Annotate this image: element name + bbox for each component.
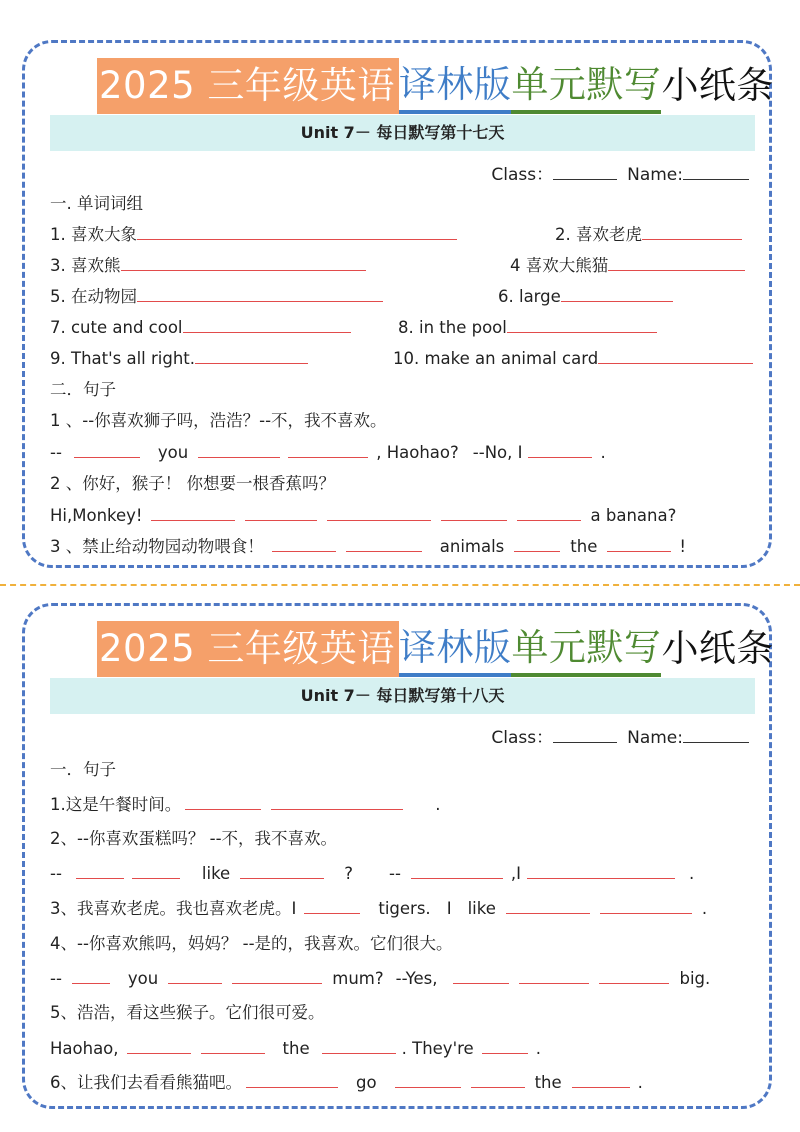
- answer-blank[interactable]: [168, 968, 222, 984]
- answer-blank[interactable]: [127, 1038, 191, 1054]
- sentence-english: Haohao, the . They're .: [50, 1039, 541, 1058]
- section-words-heading: 一. 单词词组: [50, 194, 143, 213]
- answer-blank[interactable]: [246, 1072, 338, 1088]
- word-item: 1. 喜欢大象: [50, 224, 457, 246]
- class-label: Class：: [491, 728, 554, 748]
- answer-blank[interactable]: [482, 1038, 528, 1054]
- answer-blank[interactable]: [346, 536, 422, 552]
- class-blank[interactable]: [553, 162, 617, 180]
- title-year-grade: 2025 三年级英语: [97, 58, 399, 114]
- answer-blank[interactable]: [453, 968, 509, 984]
- word-item: 10. make an animal card: [393, 348, 753, 370]
- class-name-line: [491, 723, 749, 748]
- answer-blank[interactable]: [183, 317, 351, 333]
- sentence-mixed: 3、我喜欢老虎。我也喜欢老虎。I tigers. I like .: [50, 899, 708, 918]
- answer-blank[interactable]: [607, 536, 671, 552]
- answer-blank[interactable]: [72, 968, 110, 984]
- answer-blank[interactable]: [599, 968, 669, 984]
- answer-blank[interactable]: [195, 348, 308, 364]
- word-item: 7. cute and cool: [50, 317, 351, 339]
- title-slip: 小纸条: [661, 64, 774, 107]
- section-sentences-heading: 一．句子: [50, 760, 116, 779]
- name-blank[interactable]: [683, 725, 749, 743]
- answer-blank[interactable]: [572, 1072, 630, 1088]
- cut-line: [0, 584, 800, 586]
- class-name-line: [491, 160, 749, 185]
- answer-blank[interactable]: [519, 968, 589, 984]
- unit-heading: Unit 7－ 每日默写第十八天: [50, 678, 755, 714]
- answer-blank[interactable]: [441, 505, 507, 521]
- card-title: [97, 58, 774, 114]
- answer-blank[interactable]: [137, 286, 383, 302]
- class-blank[interactable]: [553, 725, 617, 743]
- title-edition: 译林版: [399, 621, 512, 677]
- name-blank[interactable]: [683, 162, 749, 180]
- word-item: 3. 喜欢熊: [50, 255, 366, 277]
- answer-blank[interactable]: [642, 224, 742, 240]
- sentence-english: Hi,Monkey! a banana?: [50, 506, 677, 525]
- class-label: Class：: [491, 165, 554, 185]
- answer-blank[interactable]: [395, 1072, 461, 1088]
- answer-blank[interactable]: [240, 863, 324, 879]
- answer-blank[interactable]: [271, 794, 403, 810]
- sentence-chinese: 2、--你喜欢蛋糕吗？ --不，我不喜欢。: [50, 829, 338, 848]
- answer-blank[interactable]: [322, 1038, 396, 1054]
- title-unit-dictation: 单元默写: [511, 621, 661, 677]
- answer-blank[interactable]: [74, 442, 140, 458]
- word-item: 2. 喜欢老虎: [555, 224, 742, 246]
- answer-blank[interactable]: [272, 536, 336, 552]
- section-sentences-heading: 二．句子: [50, 380, 116, 399]
- answer-blank[interactable]: [528, 442, 592, 458]
- answer-blank[interactable]: [245, 505, 317, 521]
- answer-blank[interactable]: [201, 1038, 265, 1054]
- dictation-card-day-17: [22, 40, 772, 568]
- name-label: Name:: [627, 728, 683, 748]
- answer-blank[interactable]: [471, 1072, 525, 1088]
- title-edition: 译林版: [399, 58, 512, 114]
- word-item: 9. That's all right.: [50, 348, 308, 370]
- answer-blank[interactable]: [327, 505, 431, 521]
- sentence-chinese: 1 、--你喜欢狮子吗，浩浩？--不，我不喜欢。: [50, 411, 387, 430]
- sentence-english: -- like ? -- ,I .: [50, 864, 695, 883]
- sentence-chinese: 5、浩浩，看这些猴子。它们很可爱。: [50, 1003, 325, 1022]
- answer-blank[interactable]: [137, 224, 457, 240]
- sentence-mixed: 6、让我们去看看熊猫吧。 go the .: [50, 1073, 643, 1092]
- word-item: 8. in the pool: [398, 317, 657, 339]
- answer-blank[interactable]: [598, 348, 753, 364]
- sentence-english: -- you , Haohao? --No, I .: [50, 443, 606, 462]
- answer-blank[interactable]: [514, 536, 560, 552]
- name-label: Name:: [627, 165, 683, 185]
- answer-blank[interactable]: [608, 255, 745, 271]
- answer-blank[interactable]: [288, 442, 368, 458]
- title-year-grade: 2025 三年级英语: [97, 621, 399, 677]
- title-unit-dictation: 单元默写: [511, 58, 661, 114]
- answer-blank[interactable]: [185, 794, 261, 810]
- answer-blank[interactable]: [132, 863, 180, 879]
- answer-blank[interactable]: [198, 442, 280, 458]
- answer-blank[interactable]: [76, 863, 124, 879]
- answer-blank[interactable]: [232, 968, 322, 984]
- word-item: 6. large: [498, 286, 673, 308]
- answer-blank[interactable]: [411, 863, 503, 879]
- word-item: 5. 在动物园: [50, 286, 383, 308]
- answer-blank[interactable]: [561, 286, 673, 302]
- answer-blank[interactable]: [121, 255, 366, 271]
- answer-blank[interactable]: [527, 863, 675, 879]
- word-item: 4 喜欢大熊猫: [510, 255, 745, 277]
- sentence-chinese: 2 、你好，猴子！ 你想要一根香蕉吗？: [50, 474, 335, 493]
- unit-heading: Unit 7－ 每日默写第十七天: [50, 115, 755, 151]
- answer-blank[interactable]: [507, 317, 657, 333]
- sentence-mixed: 3 、禁止给动物园动物喂食！ animals the !: [50, 537, 686, 556]
- answer-blank[interactable]: [304, 898, 360, 914]
- answer-blank[interactable]: [151, 505, 235, 521]
- sentence-chinese: 4、--你喜欢熊吗，妈妈？ --是的，我喜欢。它们很大。: [50, 934, 453, 953]
- sentence-mixed: 1.这是午餐时间。 .: [50, 795, 441, 814]
- sentence-english: -- you mum? --Yes, big.: [50, 969, 711, 988]
- dictation-card-day-18: [22, 603, 772, 1109]
- answer-blank[interactable]: [506, 898, 590, 914]
- card-title: [97, 621, 774, 677]
- title-slip: 小纸条: [661, 627, 774, 670]
- answer-blank[interactable]: [600, 898, 692, 914]
- answer-blank[interactable]: [517, 505, 581, 521]
